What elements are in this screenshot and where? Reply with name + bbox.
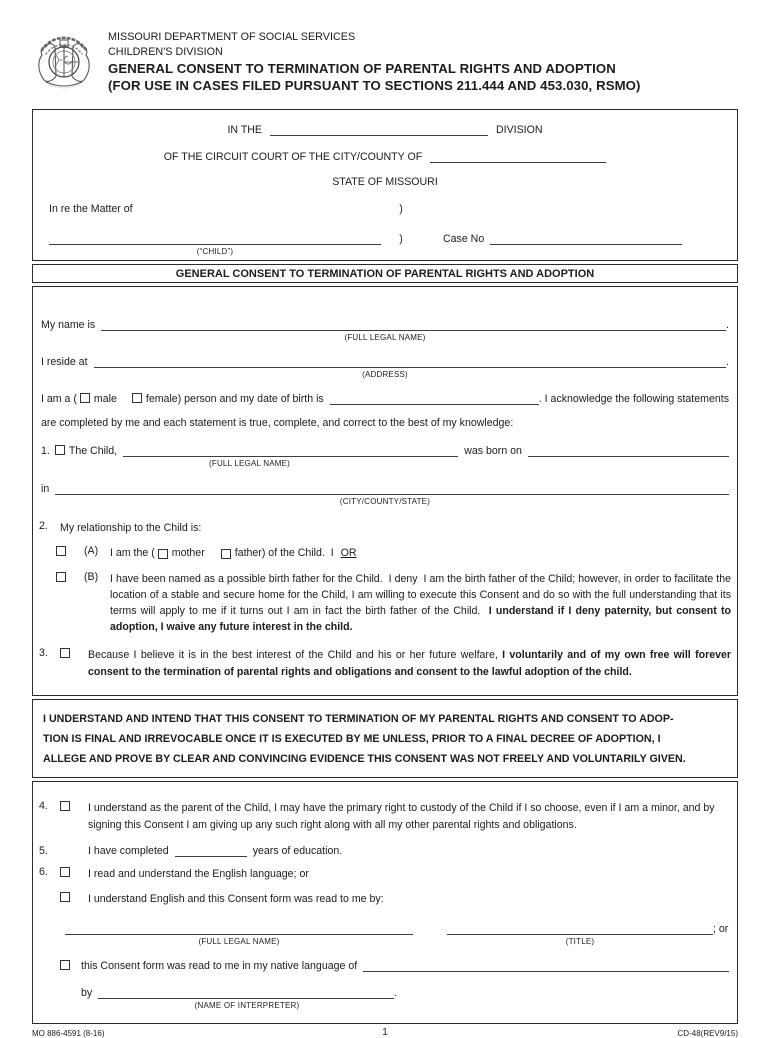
item5-number: 5. xyxy=(39,845,48,857)
form-number: MO 886-4591 (8-16) xyxy=(32,1029,105,1038)
i-reside-at-label: I reside at xyxy=(41,356,88,368)
native-language-input-line[interactable] xyxy=(363,958,729,972)
item4-number: 4. xyxy=(39,800,48,812)
native-language-label: this Consent form was read to me in my native language of xyxy=(81,960,358,972)
checkbox-male[interactable] xyxy=(80,393,90,403)
address-input-line[interactable] xyxy=(94,354,727,368)
reader-name-input-line[interactable] xyxy=(65,921,413,935)
division-label: DIVISION xyxy=(496,124,543,136)
of-the-child-label: ) of the Child. I xyxy=(261,547,334,559)
item6-option2: I understand English and this Consent form was read to me by: xyxy=(88,893,384,905)
item4-text: I understand as the parent of the Child, I may have the primary right to custody of the Child if I so choose, even if I am a minor, and by signing this Consent I am giving up any such right along with all my other parental rights and obligations. xyxy=(88,802,715,831)
checkbox-native-language[interactable] xyxy=(60,960,70,970)
court-caption-box xyxy=(32,109,738,261)
or-word: OR xyxy=(340,547,357,559)
checkbox-item1-child[interactable] xyxy=(55,445,65,455)
city-county-input-line[interactable] xyxy=(430,149,606,163)
or-suffix-label: ; or xyxy=(713,923,729,935)
irrevocability-notice-box xyxy=(32,699,738,778)
in-the-label: IN THE xyxy=(227,124,263,136)
interpreter-caption: (NAME OF INTERPRETER) xyxy=(194,1001,300,1010)
additional-items-box xyxy=(32,781,738,1024)
full-legal-name-caption: (FULL LEGAL NAME) xyxy=(344,333,426,342)
was-born-on-label: was born on xyxy=(464,445,522,457)
by-period: . xyxy=(394,987,398,999)
item1-number: 1. xyxy=(41,445,50,457)
case-no-input-line[interactable] xyxy=(490,231,682,245)
in-label: in xyxy=(41,483,50,495)
revision-code: CD-48(REV9/15) xyxy=(677,1029,738,1038)
full-legal-name-input-line[interactable] xyxy=(101,317,726,331)
item3-bold-text: I voluntarily and of my own free will forever consent to the termination of parental rights and obligations and consent to the lawful adoption of the child. xyxy=(88,649,731,678)
item2b-letter: (B) xyxy=(84,571,99,583)
form-title-line2: (FOR USE IN CASES FILED PURSUANT TO SECTIONS 211.444 AND 453.030, RSMO) xyxy=(108,78,641,93)
child-name-input-line[interactable] xyxy=(49,231,381,245)
item2a-letter: (A) xyxy=(84,545,99,557)
checkbox-item3[interactable] xyxy=(60,648,70,658)
notice-line-3: ALLEGE AND PROVE BY CLEAR AND CONVINCING EVIDENCE THIS CONSENT WAS NOT FREELY AND VOLUNTARILY GIVEN. xyxy=(43,753,686,765)
page-number: 1 xyxy=(382,1027,388,1038)
name-period: . xyxy=(726,319,729,331)
child-name-caption: (FULL LEGAL NAME) xyxy=(209,459,291,468)
in-re-label: In re the Matter of xyxy=(49,203,133,215)
item2-label: My relationship to the Child is: xyxy=(60,522,202,534)
mother-label: mother xyxy=(171,547,205,559)
acknowledge-suffix-label: . I acknowledge the following statements xyxy=(538,393,729,405)
birth-place-caption: (CITY/COUNTY/STATE) xyxy=(339,497,431,506)
birth-date-input-line[interactable] xyxy=(528,443,729,457)
i-am-a-label: I am a ( xyxy=(41,393,77,405)
reader-title-caption: (TITLE) xyxy=(565,937,595,946)
item6-option1: I read and understand the English language; or xyxy=(88,868,309,880)
female-label: female xyxy=(145,393,178,405)
state-of-missouri-label: STATE OF MISSOURI xyxy=(332,176,438,188)
case-no-label: Case No xyxy=(443,233,485,245)
the-child-label: The Child, xyxy=(68,445,118,457)
notice-line-1: I UNDERSTAND AND INTEND THAT THIS CONSENT TO TERMINATION OF MY PARENTAL RIGHTS AND CONSENT TO ADOP- xyxy=(43,713,674,725)
consent-body-box xyxy=(32,286,738,696)
interpreter-name-input-line[interactable] xyxy=(98,985,394,999)
missouri-seal-icon xyxy=(32,28,96,94)
item5-prefix: I have completed xyxy=(88,845,169,857)
by-label: by xyxy=(81,987,93,999)
dob-mid-label: ) person and my date of birth is xyxy=(177,393,324,405)
checkbox-read-english[interactable] xyxy=(60,867,70,877)
checkbox-female[interactable] xyxy=(132,393,142,403)
checkbox-consent-read-to-me[interactable] xyxy=(60,892,70,902)
checkbox-item2b[interactable] xyxy=(56,572,66,582)
address-caption: (ADDRESS) xyxy=(362,370,408,379)
agency-name: MISSOURI DEPARTMENT OF SOCIAL SERVICES xyxy=(108,31,356,43)
child-caption: (“CHILD”) xyxy=(196,247,234,256)
circuit-court-label: OF THE CIRCUIT COURT OF THE CITY/COUNTY OF xyxy=(163,151,423,163)
father-label: father xyxy=(234,547,262,559)
address-period: . xyxy=(726,356,729,368)
item3-number: 3. xyxy=(39,647,48,659)
item2b-bold-text: I understand if I deny paternity, but consent to adoption, I waive any future interest in the child. xyxy=(110,605,731,633)
reader-title-input-line[interactable] xyxy=(447,921,713,935)
birth-place-input-line[interactable] xyxy=(55,481,729,495)
notice-line-2: TION IS FINAL AND IRREVOCABLE ONCE IT IS EXECUTED BY ME UNLESS, PRIOR TO A FINAL DECREE OF ADOPTION, I xyxy=(43,733,661,745)
years-education-input-line[interactable] xyxy=(175,843,247,857)
form-title-line1: GENERAL CONSENT TO TERMINATION OF PARENTAL RIGHTS AND ADOPTION xyxy=(108,61,616,76)
item6-number: 6. xyxy=(39,866,48,878)
item5-suffix: years of education. xyxy=(252,845,343,857)
item3-text: Because I believe it is in the best interest of the Child and his or her future welfare, xyxy=(88,649,503,661)
form-header xyxy=(32,28,738,100)
male-label: male xyxy=(93,393,117,405)
caption-paren-2: ) xyxy=(399,233,403,245)
caption-paren-1: ) xyxy=(399,203,403,215)
section-title-bar: GENERAL CONSENT TO TERMINATION OF PARENTAL RIGHTS AND ADOPTION xyxy=(32,264,738,283)
checkbox-item2a[interactable] xyxy=(56,546,66,556)
division-name: CHILDREN'S DIVISION xyxy=(108,46,223,58)
item2b-text: I have been named as a possible birth father for the Child. I deny I am the birth father of the Child; however, in order to facilitate the location of a stable and secure home for the Child, I am willing to execute this Consent and do so with the full understanding that its terms will apply to me if it turns out I am in fact the birth father of the Child. xyxy=(110,573,734,617)
form-footer xyxy=(32,1029,738,1038)
knowledge-statement-line: are completed by me and each statement is true, complete, and correct to the best of my knowledge: xyxy=(41,417,514,429)
checkbox-item4[interactable] xyxy=(60,801,70,811)
reader-name-caption: (FULL LEGAL NAME) xyxy=(198,937,280,946)
checkbox-mother[interactable] xyxy=(158,549,168,559)
i-am-the-label: I am the ( xyxy=(110,547,155,559)
child-full-name-input-line[interactable] xyxy=(123,443,458,457)
date-of-birth-input-line[interactable] xyxy=(330,391,539,405)
my-name-is-label: My name is xyxy=(41,319,96,331)
division-input-line[interactable] xyxy=(270,122,488,136)
item2-number: 2. xyxy=(39,520,48,532)
checkbox-father[interactable] xyxy=(221,549,231,559)
